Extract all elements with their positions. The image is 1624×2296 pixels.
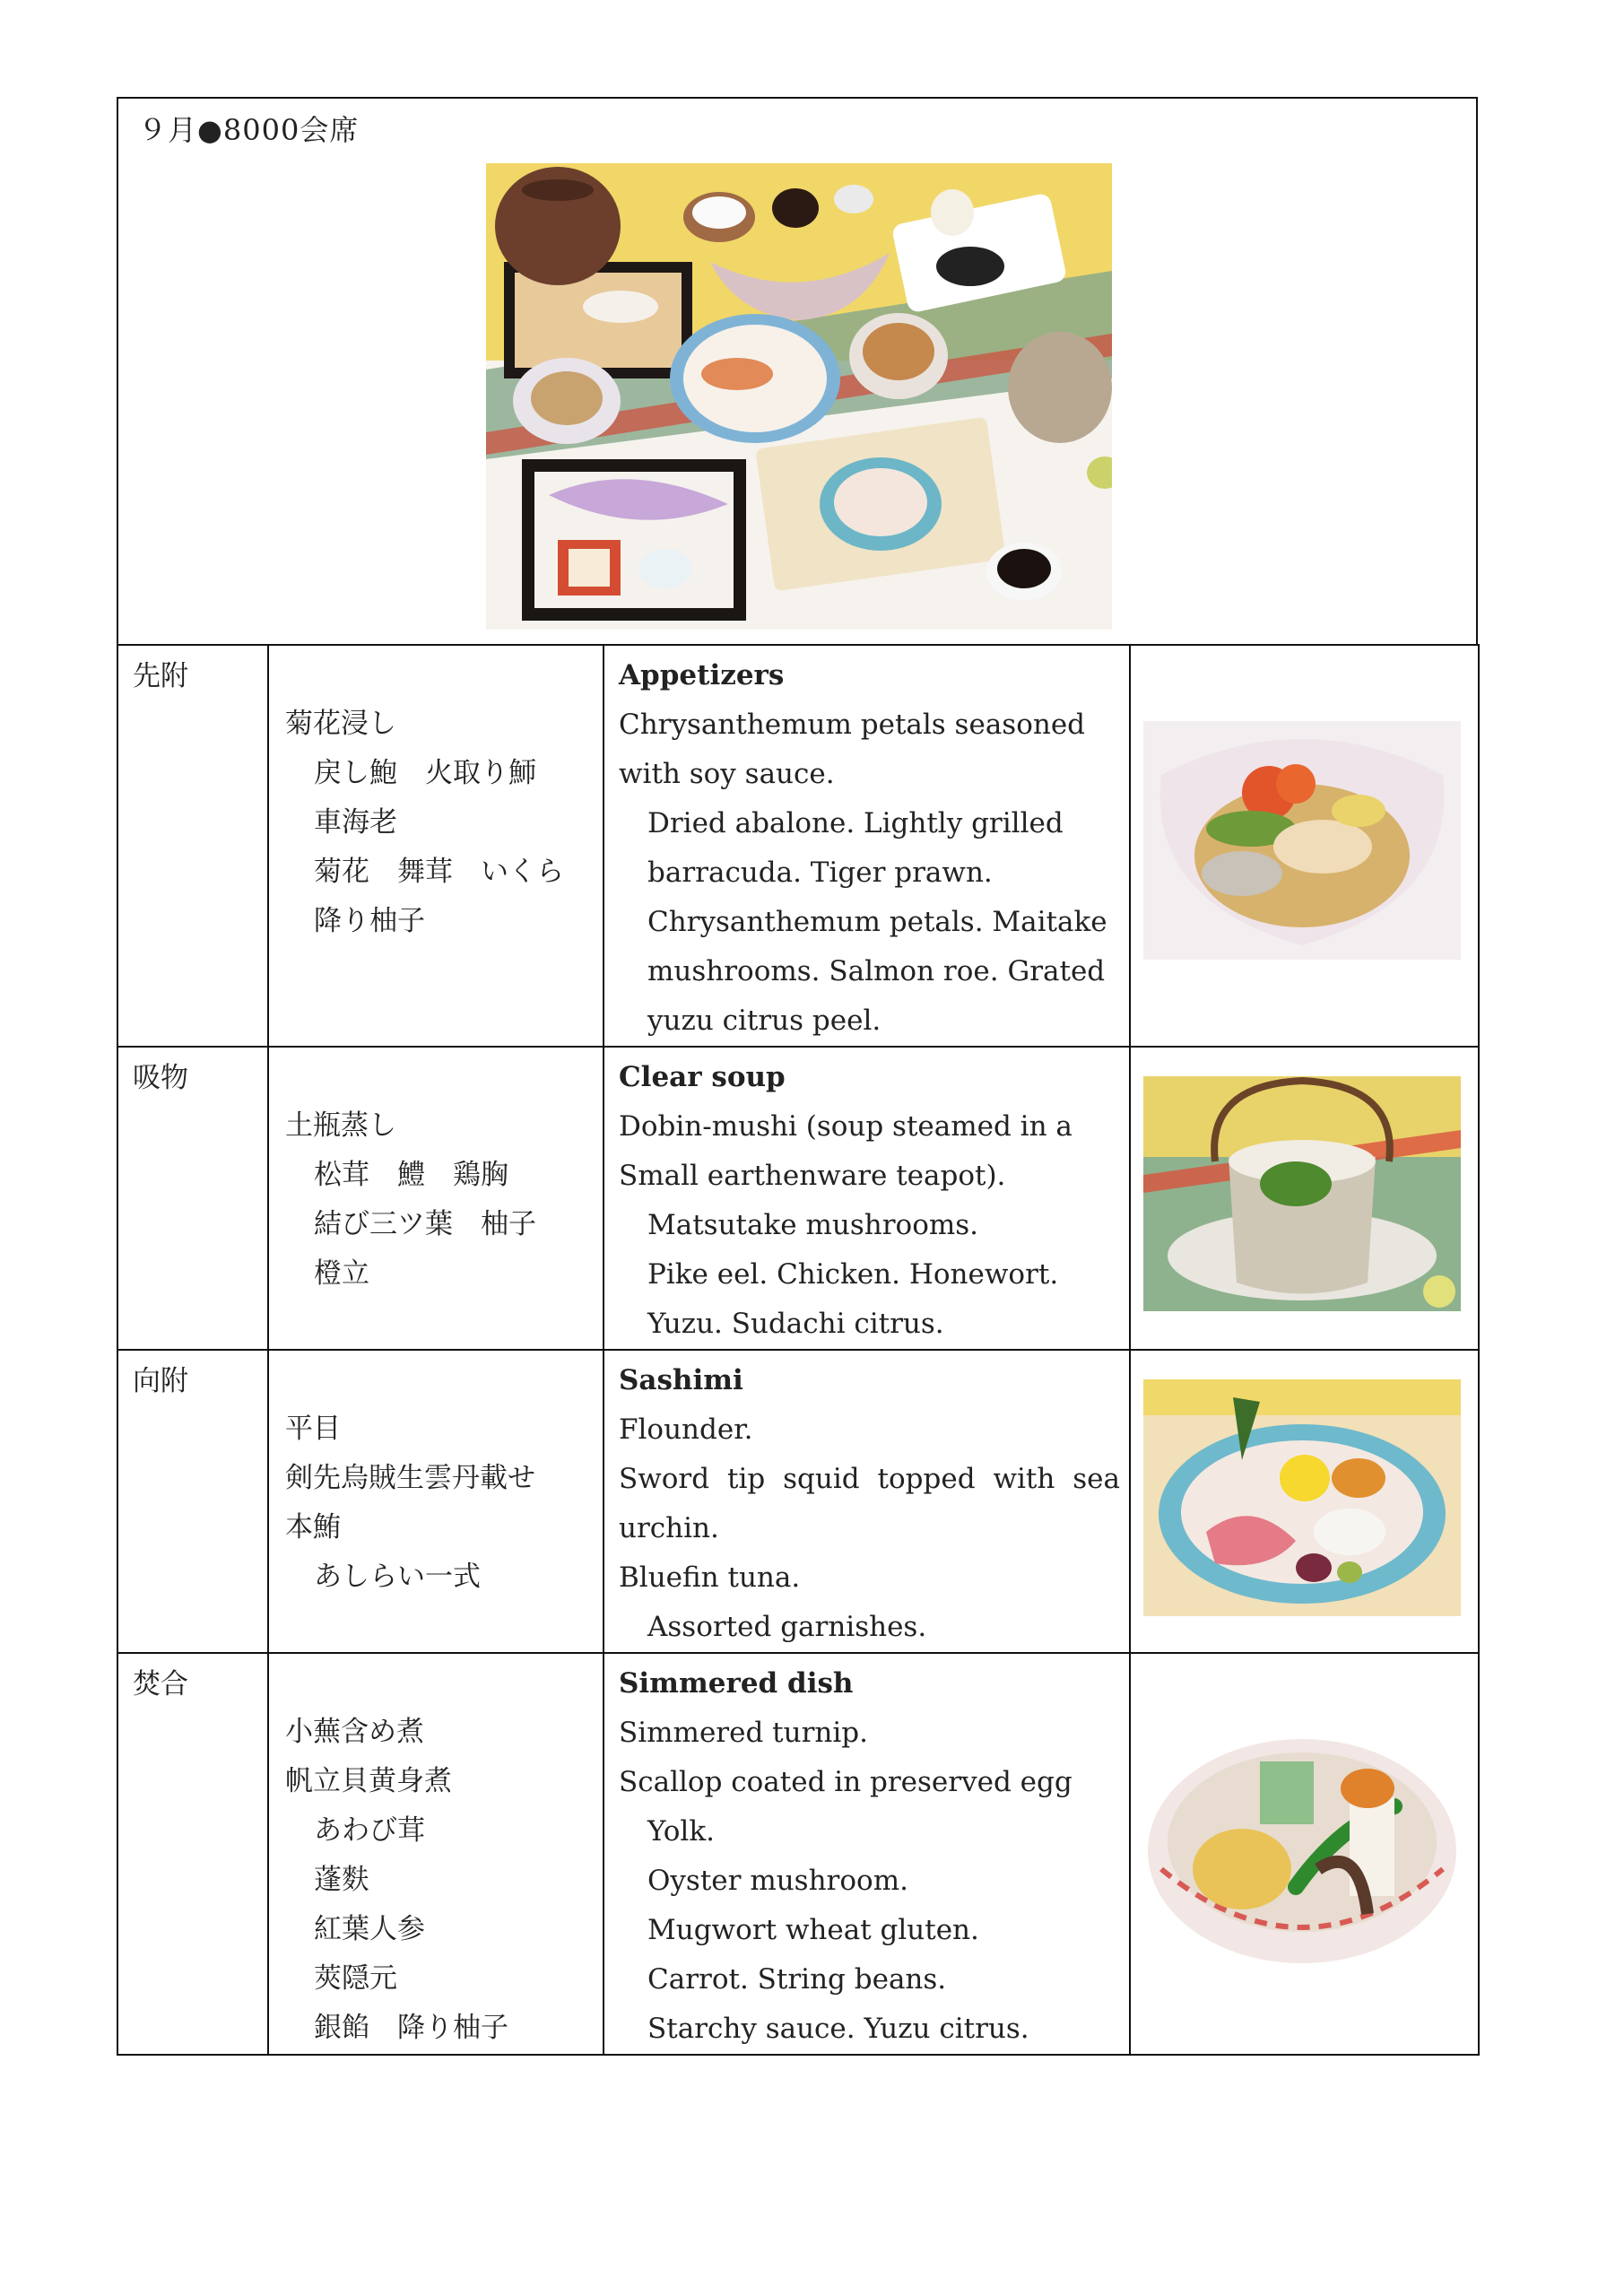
menu-page: [117, 97, 1478, 2045]
en-line: Mugwort wheat gluten.: [647, 1914, 979, 1946]
course-row-clear-soup: [117, 1047, 1479, 1350]
english-item-list: [604, 646, 1129, 1046]
course-category: 向附: [133, 1365, 188, 1397]
en-line: Bluefin tuna.: [619, 1561, 801, 1594]
course-row-simmered-dish: [117, 1653, 1479, 2055]
jp-item: あしらい一式: [314, 1561, 481, 1593]
clear-soup-photo: [1143, 1076, 1461, 1311]
course-english-title: Clear soup: [619, 1061, 786, 1093]
en-line: yuzu citrus peel.: [647, 1004, 881, 1037]
jp-item: 銀餡 降り柚子: [314, 2012, 508, 2044]
english-item-list: [604, 1048, 1129, 1349]
course-category: 先附: [133, 660, 188, 692]
en-line: Yolk.: [647, 1815, 715, 1848]
jp-item: 莢隠元: [314, 1962, 397, 1995]
jp-item: 蓬麩: [314, 1864, 369, 1896]
header-section: [117, 97, 1478, 644]
appetizer-photo: [1143, 721, 1461, 960]
en-line: Dobin-mushi (soup steamed in a: [619, 1110, 1073, 1143]
japanese-item-list: [269, 646, 603, 946]
en-line: urchin.: [619, 1512, 719, 1544]
course-table: [117, 644, 1480, 2056]
en-line: Small earthenware teapot).: [619, 1160, 1006, 1192]
jp-item: あわび茸: [314, 1814, 425, 1847]
jp-item: 土瓶蒸し: [285, 1109, 396, 1142]
jp-item: 本鮪: [285, 1511, 341, 1544]
jp-item: 車海老: [314, 806, 397, 839]
en-line: Starchy sauce. Yuzu citrus.: [647, 2013, 1029, 2045]
en-line: Scallop coated in preserved egg: [619, 1766, 1073, 1798]
jp-item: 戻し鮑 火取り魳: [314, 757, 536, 789]
en-line: Matsutake mushrooms.: [647, 1209, 979, 1241]
en-line: mushrooms. Salmon roe. Grated: [647, 955, 1106, 987]
en-line: with soy sauce.: [619, 758, 835, 790]
course-category: 焚合: [133, 1668, 188, 1700]
en-line: Sword tip squid topped with sea: [619, 1463, 1120, 1495]
japanese-item-list: [269, 1048, 603, 1299]
page-title: ９月●8000会席: [138, 113, 360, 147]
course-row-sashimi: [117, 1350, 1479, 1653]
en-line: Chrysanthemum petals. Maitake: [647, 906, 1107, 938]
english-item-list: [604, 1351, 1129, 1652]
en-line: Simmered turnip.: [619, 1717, 868, 1749]
en-line: Flounder.: [619, 1413, 753, 1446]
en-line: Carrot. String beans.: [647, 1963, 947, 1996]
jp-item: 菊花浸し: [285, 708, 396, 740]
japanese-item-list: [269, 1654, 603, 2053]
en-line: Pike eel. Chicken. Honewort.: [647, 1258, 1059, 1291]
jp-item: 降り柚子: [314, 905, 425, 937]
course-category: 吸物: [133, 1062, 188, 1094]
kaiseki-course-photo: [486, 163, 1112, 630]
jp-item: 橙立: [314, 1257, 369, 1290]
course-english-title: Appetizers: [619, 659, 785, 691]
jp-item: 剣先烏賊生雲丹載せ: [285, 1462, 535, 1494]
en-line: Oyster mushroom.: [647, 1865, 908, 1897]
course-english-title: Simmered dish: [619, 1667, 854, 1700]
jp-item: 松茸 鱧 鶏胸: [314, 1159, 508, 1191]
jp-item: 菊花 舞茸 いくら: [314, 856, 564, 888]
english-item-list: [604, 1654, 1129, 2054]
sashimi-photo: [1143, 1379, 1461, 1616]
jp-item: 小蕪含め煮: [285, 1716, 424, 1748]
jp-item: 平目: [285, 1413, 341, 1445]
jp-item: 帆立貝黄身煮: [285, 1765, 452, 1797]
jp-item: 紅葉人参: [314, 1913, 425, 1945]
en-line: Assorted garnishes.: [647, 1611, 927, 1643]
jp-item: 結び三ツ葉 柚子: [314, 1208, 536, 1240]
course-row-appetizers: [117, 645, 1479, 1047]
en-line: Dried abalone. Lightly grilled: [647, 807, 1064, 839]
japanese-item-list: [269, 1351, 603, 1602]
en-line: Yuzu. Sudachi citrus.: [647, 1308, 944, 1340]
en-line: barracuda. Tiger prawn.: [647, 857, 993, 889]
course-english-title: Sashimi: [619, 1364, 743, 1396]
simmered-dish-photo: [1143, 1735, 1461, 1970]
en-line: Chrysanthemum petals seasoned: [619, 709, 1086, 741]
